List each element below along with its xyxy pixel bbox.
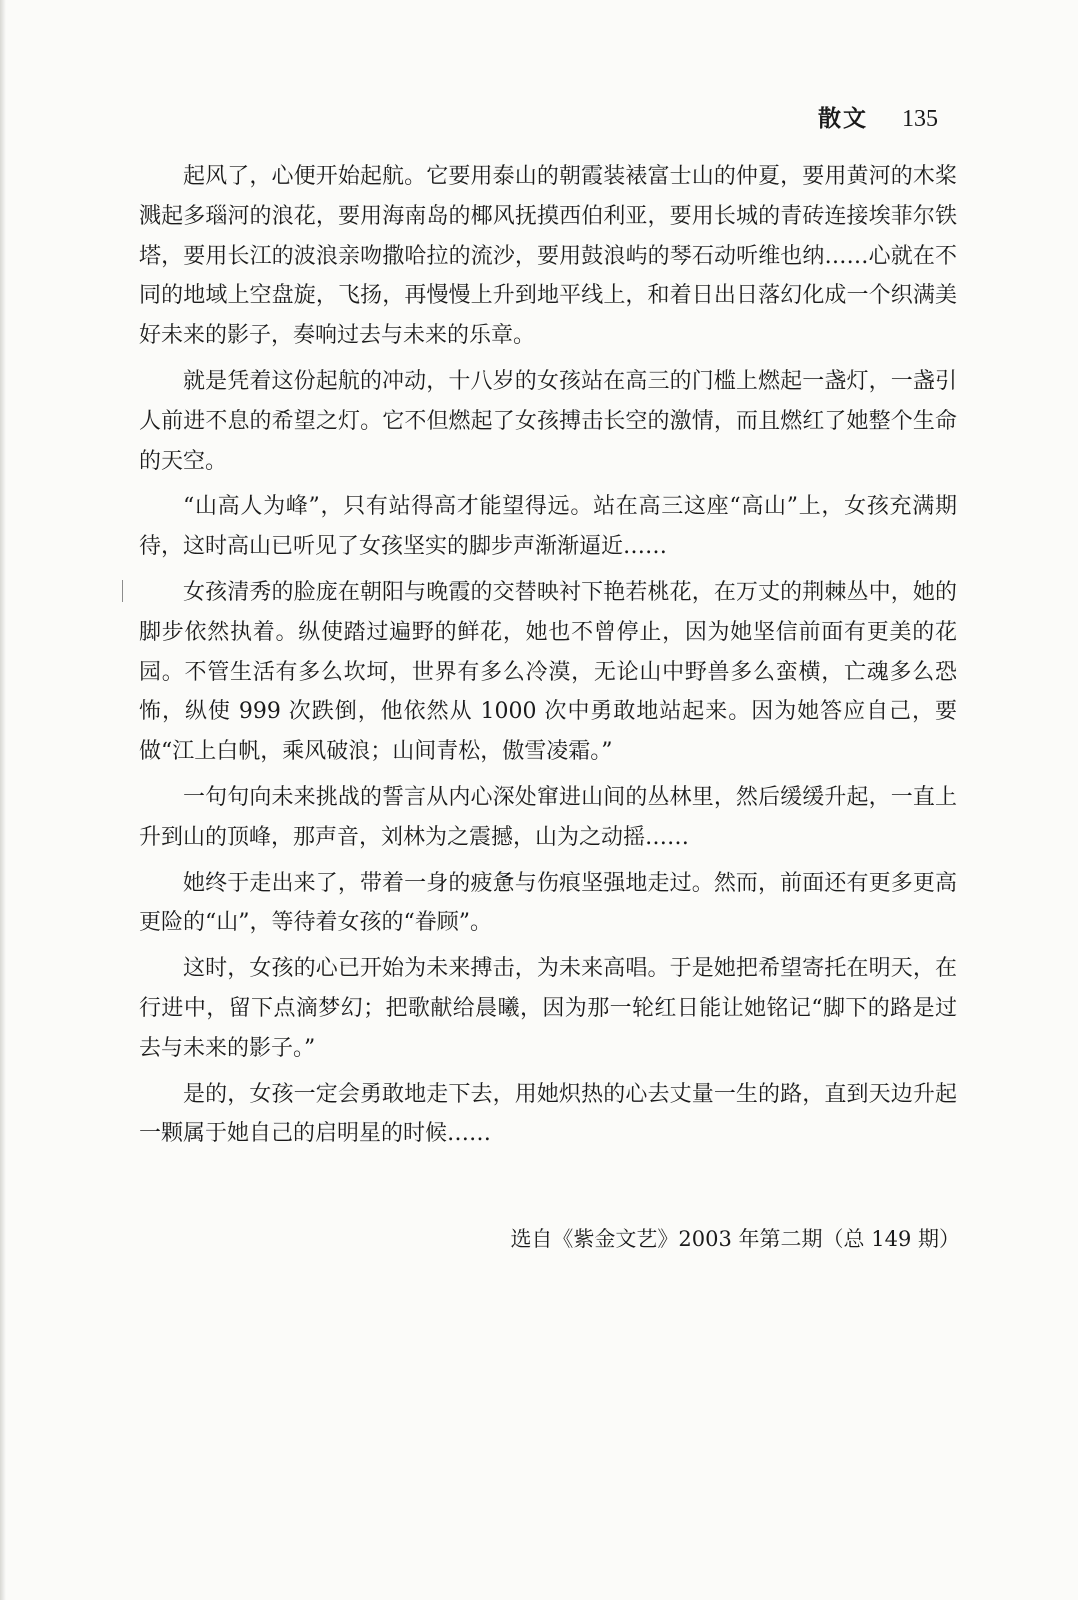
page-number: 135 bbox=[902, 106, 938, 132]
scan-edge-shadow bbox=[0, 0, 6, 1600]
paragraph: “山高人为峰”，只有站得高才能望得远。站在高三这座“高山”上，女孩充满期待，这时高山已听见了女孩坚实的脚步声渐渐逼近…… bbox=[139, 494, 957, 560]
section-title: 散文 bbox=[818, 105, 868, 132]
paragraph: 是的，女孩一定会勇敢地走下去，用她炽热的心去丈量一生的路，直到天边升起一颗属于她自己的启明星的时候…… bbox=[139, 1081, 957, 1147]
paragraph: 她终于走出来了，带着一身的疲惫与伤痕坚强地走过。然而，前面还有更多更高更险的“山”，等待着女孩的“眷顾”。 bbox=[139, 870, 957, 936]
paragraph: 这时，女孩的心已开始为未来搏击，为未来高唱。于是她把希望寄托在明天，在行进中，留下点滴梦幻；把歌献给晨曦，因为那一轮红日能让她铭记“脚下的路是过去与未来的影子。” bbox=[139, 956, 957, 1061]
source-citation: 选自《紫金文艺》2003 年第二期（总 149 期） bbox=[510, 1227, 960, 1251]
paragraph: 女孩清秀的脸庞在朝阳与晚霞的交替映衬下艳若桃花，在万丈的荆棘丛中，她的脚步依然执着。纵使踏过遍野的鲜花，她也不曾停止，因为她坚信前面有更美的花园。不管生活有多么坎坷，世界有多么冷漠，无论山中野兽多么蛮横，亡魂多么恐怖，纵使 999 次跌倒，他依然从 1000 次中勇敢地站起来。因为她答应自己，要做“江上白帆，乘风破浪；山间青松，傲雪凌霜。” bbox=[139, 579, 957, 765]
paragraph: 一句句向未来挑战的誓言从内心深处窜进山间的丛林里，然后缓缓升起，一直上升到山的顶峰，那声音，刘林为之震撼，山为之动摇…… bbox=[139, 784, 957, 850]
scan-mark bbox=[122, 580, 123, 602]
paragraph: 起风了，心便开始起航。它要用泰山的朝霞装裱富士山的仲夏，要用黄河的木桨溅起多瑙河的浪花，要用海南岛的椰风抚摸西伯利亚，要用长城的青砖连接埃菲尔铁塔，要用长江的波浪亲吻撒哈拉的流沙，要用鼓浪屿的琴石动听维也纳……心就在不同的地域上空盘旋，飞扬，再慢慢上升到地平线上，和着日出日落幻化成一个织满美好未来的影子，奏响过去与未来的乐章。 bbox=[139, 164, 957, 349]
running-header bbox=[818, 100, 938, 133]
essay-body bbox=[139, 157, 957, 1160]
paragraph: 就是凭着这份起航的冲动，十八岁的女孩站在高三的门槛上燃起一盏灯，一盏引人前进不息的希望之灯。它不但燃起了女孩搏击长空的激情，而且燃红了她整个生命的天空。 bbox=[139, 368, 957, 474]
